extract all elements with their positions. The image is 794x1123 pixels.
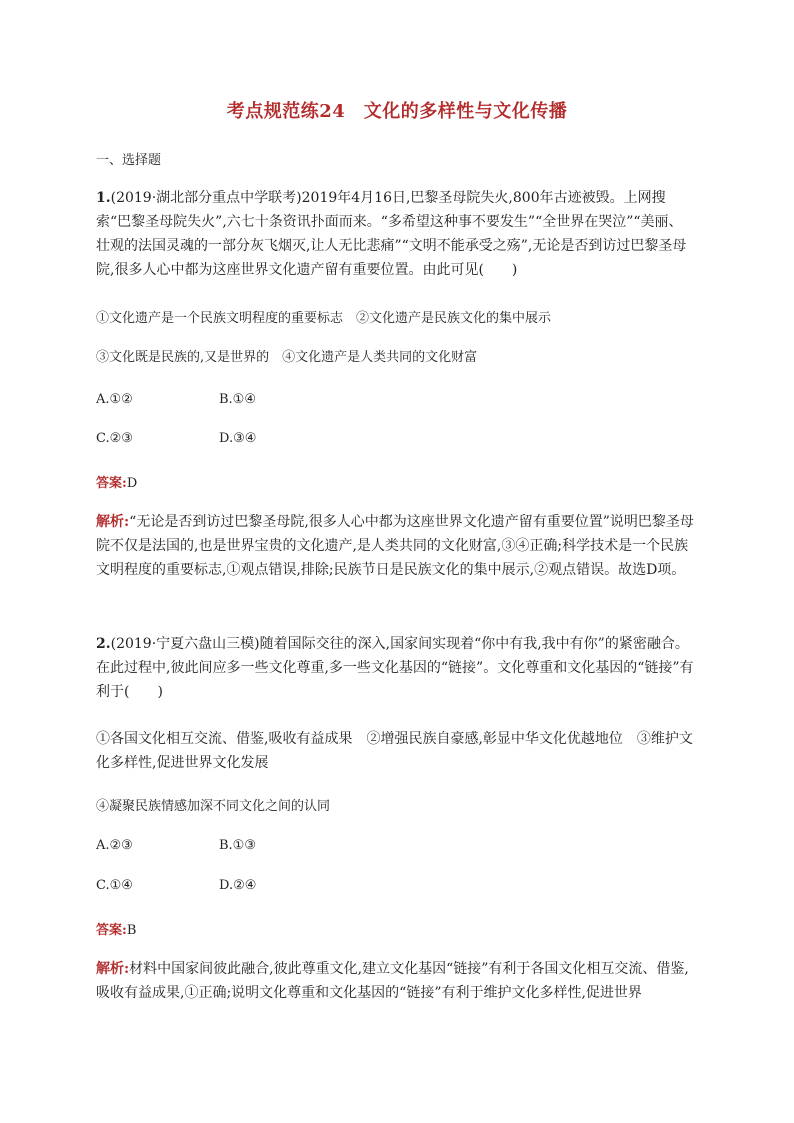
question-1-statements-2: ③文化既是民族的,又是世界的 ④文化遗产是人类共同的文化财富	[96, 350, 478, 365]
analysis-label: 解析:	[96, 514, 130, 530]
question-2-analysis	[96, 957, 696, 1005]
answer-label: 答案:	[96, 923, 127, 938]
question-1-option-c: C.②③	[96, 431, 133, 446]
answer-value: D	[126, 476, 138, 491]
question-1-statements-1: ①文化遗产是一个民族文明程度的重要标志 ②文化遗产是民族文化的集中展示	[96, 311, 552, 326]
section-heading: 一、选择题	[96, 153, 162, 168]
question-2-statements-2: ④凝聚民族情感加深不同文化之间的认同	[96, 799, 331, 814]
question-2-option-d: D.②④	[219, 878, 257, 893]
question-1-number: 1.	[96, 190, 111, 206]
question-2-statements-1: ①各国文化相互交流、借鉴,吸收有益成果 ②增强民族自豪感,彰显中华文化优越地位 ③维护文化多样性,促进世界文化发展	[96, 731, 693, 771]
question-2-answer	[96, 919, 136, 938]
question-1-option-d: D.③④	[219, 431, 257, 446]
question-1-answer	[96, 472, 137, 491]
question-2-number: 2.	[96, 636, 111, 652]
answer-label: 答案:	[96, 476, 127, 491]
question-2-stem	[96, 632, 696, 704]
analysis-text: “无论是否到访过巴黎圣母院,很多人心中都为这座世界文化遗产留有重要位置”说明巴黎圣母院不仅是法国的,也是世界宝贵的文化遗产,是人类共同的文化财富,③④正确;科学技术是一个民族文明程度的重要标志,①观点错误,排除;民族节日是民族文化的集中展示,②观点错误。故选D项。	[96, 514, 694, 578]
page-title: 考点规范练24 文化的多样性与文化传播	[226, 101, 568, 122]
answer-value: B	[126, 923, 137, 938]
question-2-option-b: B.①③	[219, 838, 256, 853]
question-1-option-a: A.①②	[96, 392, 133, 407]
analysis-label: 解析:	[96, 961, 130, 977]
question-2-text: (2019·宁夏六盘山三模)随着国际交往的深入,国家间实现着“你中有我,我中有你”的紧密融合。在此过程中,彼此间应多一些文化尊重,多一些文化基因的“链接”。文化尊重和文化基因的“链接”有利于( )	[96, 636, 694, 700]
question-2-option-c: C.①④	[96, 878, 133, 893]
question-1-text: (2019·湖北部分重点中学联考)2019年4月16日,巴黎圣母院失火,800年古迹被毁。上网搜索“巴黎圣母院失火”,六七十条资讯扑面而来。“多希望这种事不要发生”“全世界在哭泣”“美丽、壮观的法国灵魂的一部分灰飞烟灭,让人无比悲痛”“文明不能承受之殇”,无论是否到访过巴黎圣母院,很多人心中都为这座世界文化遗产留有重要位置。由此可见( )	[96, 190, 687, 278]
question-2-option-a: A.②③	[96, 838, 133, 853]
analysis-text: 材料中国家间彼此融合,彼此尊重文化,建立文化基因“链接”有利于各国文化相互交流、借鉴,吸收有益成果,①正确;说明文化尊重和文化基因的“链接”有利于维护文化多样性,促进世界	[96, 961, 689, 1001]
question-1-analysis	[96, 510, 696, 582]
question-1-stem	[96, 186, 696, 282]
question-1-option-b: B.①④	[219, 392, 256, 407]
